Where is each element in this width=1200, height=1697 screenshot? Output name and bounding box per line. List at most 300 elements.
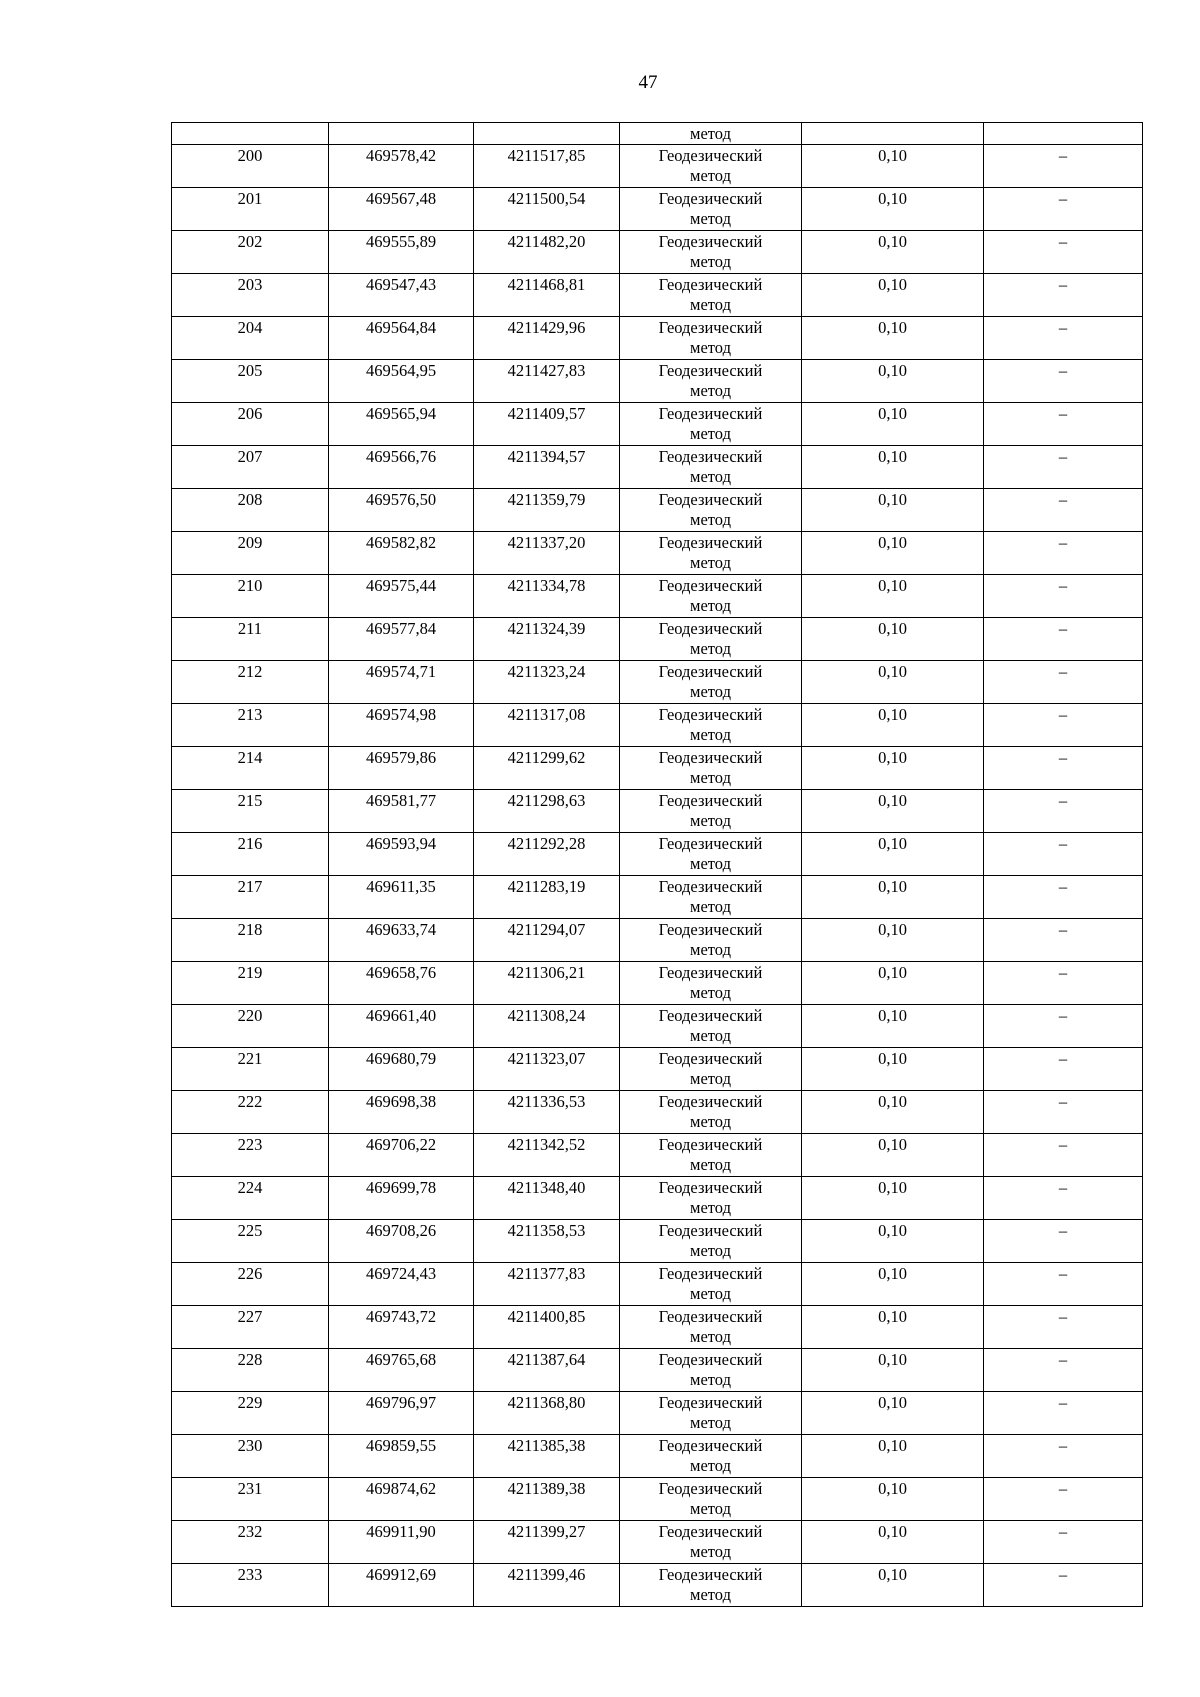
cell-num (172, 188, 329, 231)
cell-accuracy-text: 0,10 (878, 490, 907, 509)
cell-num (172, 1349, 329, 1392)
cell-note-text: – (1058, 275, 1068, 294)
cell-note (984, 1048, 1143, 1091)
method-text: метод (690, 124, 731, 143)
cell-accuracy (802, 1091, 984, 1134)
cell-accuracy-text: 0,10 (878, 318, 907, 337)
cell-y (474, 231, 620, 274)
cell-x-text: 469658,76 (365, 963, 437, 982)
cell-x (329, 317, 474, 360)
cell-accuracy-text: 0,10 (878, 1479, 907, 1498)
cell-accuracy-text: 0,10 (878, 1264, 907, 1283)
cell-accuracy (802, 403, 984, 446)
cell-note (984, 145, 1143, 188)
cell-accuracy (802, 1048, 984, 1091)
cell-x-text: 469575,44 (365, 576, 437, 595)
method-text (620, 360, 801, 401)
cell-note (984, 446, 1143, 489)
method-text (620, 145, 801, 186)
cell-method (620, 919, 802, 962)
method-line-1: Геодезический (658, 662, 763, 681)
table-row (172, 532, 1143, 575)
cell-note-text: – (1058, 1393, 1068, 1412)
cell-accuracy-text: 0,10 (878, 1565, 907, 1584)
cell-num (172, 145, 329, 188)
cell-num-text: 217 (237, 877, 263, 896)
method-line-1: Геодезический (658, 1436, 763, 1455)
method-line-2: метод (690, 639, 731, 658)
cell-y-text: 4211399,46 (507, 1565, 586, 1584)
cell-note (984, 489, 1143, 532)
cell-note (984, 704, 1143, 747)
cell-method (620, 1177, 802, 1220)
table-row (172, 575, 1143, 618)
cell-accuracy (802, 1306, 984, 1349)
table-row (172, 1349, 1143, 1392)
cell-num-text: 202 (237, 232, 263, 251)
cell-accuracy-text: 0,10 (878, 361, 907, 380)
method-line-2: метод (690, 983, 731, 1002)
cell-method (620, 532, 802, 575)
table-row (172, 1005, 1143, 1048)
cell-num-text: 218 (237, 920, 263, 939)
method-line-2: метод (690, 1499, 731, 1518)
cell-num-text: 208 (237, 490, 263, 509)
cell-num-text: 223 (237, 1135, 263, 1154)
method-line-1: Геодезический (658, 963, 763, 982)
cell-num-text: 221 (237, 1049, 263, 1068)
cell-x (329, 1048, 474, 1091)
cell-x (329, 188, 474, 231)
cell-y (474, 1263, 620, 1306)
cell-note-text: – (1058, 404, 1068, 423)
cell-x-text: 469611,35 (366, 877, 436, 896)
cell-method (620, 1263, 802, 1306)
cell-x (329, 123, 474, 145)
cell-accuracy (802, 876, 984, 919)
cell-x-text: 469564,84 (365, 318, 437, 337)
cell-accuracy (802, 532, 984, 575)
method-line-1: Геодезический (658, 404, 763, 423)
method-line-1: Геодезический (658, 275, 763, 294)
method-text (620, 833, 801, 874)
method-text (620, 489, 801, 530)
method-text (620, 790, 801, 831)
cell-num-text: 206 (237, 404, 263, 423)
cell-accuracy-text: 0,10 (878, 662, 907, 681)
cell-x (329, 790, 474, 833)
method-text (620, 618, 801, 659)
cell-x (329, 1392, 474, 1435)
cell-y-text: 4211427,83 (507, 361, 586, 380)
cell-accuracy (802, 962, 984, 1005)
cell-x-text: 469796,97 (365, 1393, 437, 1412)
cell-x (329, 747, 474, 790)
method-line-1: Геодезический (658, 1221, 763, 1240)
cell-note-text: – (1058, 748, 1068, 767)
table-row (172, 747, 1143, 790)
cell-method (620, 1392, 802, 1435)
method-text (620, 446, 801, 487)
cell-x (329, 1564, 474, 1607)
cell-y-text: 4211368,80 (507, 1393, 586, 1412)
cell-method (620, 1048, 802, 1091)
cell-y-text: 4211385,38 (507, 1436, 586, 1455)
cell-y-text: 4211394,57 (507, 447, 586, 466)
cell-note (984, 790, 1143, 833)
cell-accuracy (802, 1521, 984, 1564)
method-line-2: метод (690, 510, 731, 529)
cell-accuracy (802, 1392, 984, 1435)
cell-y (474, 274, 620, 317)
cell-y (474, 1435, 620, 1478)
cell-y-text: 4211317,08 (507, 705, 586, 724)
cell-method (620, 489, 802, 532)
cell-y (474, 360, 620, 403)
cell-num (172, 1263, 329, 1306)
cell-note-text: – (1058, 490, 1068, 509)
cell-num-text: 219 (237, 963, 263, 982)
cell-x-text: 469661,40 (365, 1006, 437, 1025)
cell-x (329, 1521, 474, 1564)
method-line-1: Геодезический (658, 877, 763, 896)
table-row (172, 1177, 1143, 1220)
cell-accuracy (802, 1134, 984, 1177)
cell-x (329, 704, 474, 747)
cell-note-text: – (1058, 1006, 1068, 1025)
cell-note-text: – (1058, 791, 1068, 810)
method-line-1: Геодезический (658, 1522, 763, 1541)
cell-y (474, 1220, 620, 1263)
cell-num-text: 213 (237, 705, 263, 724)
cell-num (172, 489, 329, 532)
table-row (172, 618, 1143, 661)
method-text (620, 1091, 801, 1132)
cell-num (172, 1478, 329, 1521)
method-line-1: Геодезический (658, 748, 763, 767)
cell-y (474, 747, 620, 790)
cell-x (329, 1134, 474, 1177)
cell-note-text: – (1058, 576, 1068, 595)
cell-num (172, 1091, 329, 1134)
cell-accuracy-text: 0,10 (878, 533, 907, 552)
method-line-1: Геодезический (658, 705, 763, 724)
cell-num (172, 123, 329, 145)
cell-y (474, 919, 620, 962)
cell-accuracy (802, 919, 984, 962)
cell-accuracy-text: 0,10 (878, 619, 907, 638)
cell-accuracy (802, 1435, 984, 1478)
cell-note-text: – (1058, 1307, 1068, 1326)
cell-num (172, 1220, 329, 1263)
cell-num-text: 220 (237, 1006, 263, 1025)
cell-num (172, 661, 329, 704)
cell-method (620, 1134, 802, 1177)
cell-x-text: 469567,48 (365, 189, 437, 208)
cell-y (474, 1564, 620, 1607)
method-text (620, 1220, 801, 1261)
cell-note (984, 1306, 1143, 1349)
cell-y-text: 4211337,20 (507, 533, 586, 552)
cell-method (620, 1220, 802, 1263)
cell-y-text: 4211400,85 (507, 1307, 586, 1326)
cell-accuracy-text: 0,10 (878, 1049, 907, 1068)
cell-method (620, 962, 802, 1005)
cell-note (984, 919, 1143, 962)
cell-accuracy (802, 747, 984, 790)
cell-x (329, 919, 474, 962)
method-line-2: метод (690, 1585, 731, 1604)
table-row (172, 1306, 1143, 1349)
cell-note (984, 1220, 1143, 1263)
cell-note-text: – (1058, 1049, 1068, 1068)
cell-x (329, 274, 474, 317)
cell-num (172, 1177, 329, 1220)
cell-num (172, 876, 329, 919)
method-line-1: Геодезический (658, 1479, 763, 1498)
cell-x-text: 469912,69 (365, 1565, 437, 1584)
method-line-2: метод (690, 467, 731, 486)
cell-note (984, 962, 1143, 1005)
cell-num-text: 233 (237, 1565, 263, 1584)
cell-note (984, 532, 1143, 575)
cell-accuracy (802, 317, 984, 360)
table-row (172, 231, 1143, 274)
cell-x-text: 469874,62 (365, 1479, 437, 1498)
cell-note-text: – (1058, 662, 1068, 681)
cell-method (620, 145, 802, 188)
cell-accuracy (802, 231, 984, 274)
method-text (620, 1521, 801, 1562)
cell-note-text: – (1058, 1092, 1068, 1111)
cell-num (172, 317, 329, 360)
cell-y (474, 1177, 620, 1220)
cell-note-text: – (1058, 1135, 1068, 1154)
cell-accuracy-text: 0,10 (878, 189, 907, 208)
cell-method (620, 403, 802, 446)
method-text (620, 575, 801, 616)
cell-num (172, 962, 329, 1005)
method-line-2: метод (690, 768, 731, 787)
cell-x-text: 469706,22 (365, 1135, 437, 1154)
cell-method (620, 123, 802, 145)
cell-note-text: – (1058, 447, 1068, 466)
cell-accuracy-text: 0,10 (878, 1350, 907, 1369)
cell-note-text: – (1058, 834, 1068, 853)
cell-num-text: 203 (237, 275, 263, 294)
cell-x (329, 1263, 474, 1306)
cell-y (474, 618, 620, 661)
cell-num-text: 207 (237, 447, 263, 466)
cell-note (984, 1177, 1143, 1220)
cell-y (474, 489, 620, 532)
cell-num-text: 225 (237, 1221, 263, 1240)
cell-x-text: 469699,78 (365, 1178, 437, 1197)
method-line-1: Геодезический (658, 576, 763, 595)
table-row (172, 1521, 1143, 1564)
method-text (620, 1564, 801, 1605)
method-line-2: метод (690, 1413, 731, 1432)
method-line-2: метод (690, 553, 731, 572)
cell-note-text: – (1058, 1221, 1068, 1240)
cell-note-text: – (1058, 705, 1068, 724)
cell-accuracy (802, 360, 984, 403)
cell-num (172, 1306, 329, 1349)
table-row (172, 188, 1143, 231)
cell-method (620, 231, 802, 274)
coordinates-table (171, 122, 1143, 1607)
method-line-2: метод (690, 897, 731, 916)
cell-note-text: – (1058, 1565, 1068, 1584)
cell-num (172, 575, 329, 618)
cell-num-text: 200 (237, 146, 263, 165)
method-line-1: Геодезический (658, 619, 763, 638)
cell-note (984, 317, 1143, 360)
cell-y (474, 1392, 620, 1435)
method-text (620, 962, 801, 1003)
cell-y (474, 962, 620, 1005)
cell-y (474, 790, 620, 833)
cell-accuracy-text: 0,10 (878, 877, 907, 896)
cell-x (329, 360, 474, 403)
table-row (172, 962, 1143, 1005)
cell-x (329, 1177, 474, 1220)
method-line-1: Геодезический (658, 1092, 763, 1111)
method-line-2: метод (690, 338, 731, 357)
cell-note (984, 1134, 1143, 1177)
cell-x (329, 1091, 474, 1134)
method-line-2: метод (690, 1370, 731, 1389)
cell-method (620, 188, 802, 231)
table-row (172, 489, 1143, 532)
method-line-2: метод (690, 1456, 731, 1475)
cell-y (474, 403, 620, 446)
cell-x (329, 446, 474, 489)
cell-x-text: 469565,94 (365, 404, 437, 423)
cell-accuracy (802, 1220, 984, 1263)
method-line-1: Геодезический (658, 920, 763, 939)
cell-x-text: 469566,76 (365, 447, 437, 466)
cell-num (172, 1392, 329, 1435)
method-line-2: метод (690, 1155, 731, 1174)
table-row (172, 403, 1143, 446)
cell-method (620, 661, 802, 704)
cell-x-text: 469743,72 (365, 1307, 437, 1326)
cell-x (329, 661, 474, 704)
method-line-1: Геодезический (658, 1307, 763, 1326)
cell-method (620, 876, 802, 919)
method-line-2: метод (690, 854, 731, 873)
table-row (172, 1220, 1143, 1263)
table-row (172, 1263, 1143, 1306)
cell-accuracy-text: 0,10 (878, 1221, 907, 1240)
method-line-1: Геодезический (658, 1264, 763, 1283)
cell-note (984, 876, 1143, 919)
cell-y-text: 4211387,64 (507, 1350, 586, 1369)
cell-num-text: 210 (237, 576, 263, 595)
method-text (620, 231, 801, 272)
cell-method (620, 274, 802, 317)
page-number: 47 (638, 72, 658, 93)
cell-num-text: 204 (237, 318, 263, 337)
cell-accuracy (802, 1478, 984, 1521)
cell-num-text: 227 (237, 1307, 263, 1326)
cell-note (984, 618, 1143, 661)
cell-x-text: 469578,42 (365, 146, 437, 165)
method-line-1: Геодезический (658, 1565, 763, 1584)
method-line-1: Геодезический (658, 533, 763, 552)
table-row (172, 1435, 1143, 1478)
method-text (620, 274, 801, 315)
cell-num (172, 1435, 329, 1478)
cell-y (474, 661, 620, 704)
cell-x-text: 469724,43 (365, 1264, 437, 1283)
cell-x (329, 1005, 474, 1048)
cell-accuracy-text: 0,10 (878, 447, 907, 466)
method-text (620, 1134, 801, 1175)
cell-note (984, 1091, 1143, 1134)
cell-note-text: – (1058, 1264, 1068, 1283)
method-text (620, 1263, 801, 1304)
cell-note (984, 1263, 1143, 1306)
cell-x (329, 532, 474, 575)
cell-note (984, 274, 1143, 317)
cell-num-text: 214 (237, 748, 263, 767)
cell-num-text: 224 (237, 1178, 263, 1197)
cell-y-text: 4211298,63 (507, 791, 586, 810)
cell-y-text: 4211500,54 (507, 189, 586, 208)
cell-num-text: 212 (237, 662, 263, 681)
method-line-1: Геодезический (658, 1178, 763, 1197)
cell-note (984, 575, 1143, 618)
cell-note-text: – (1058, 1350, 1068, 1369)
cell-num-text: 228 (237, 1350, 263, 1369)
cell-num (172, 1005, 329, 1048)
cell-y (474, 446, 620, 489)
method-text (620, 188, 801, 229)
cell-num (172, 1521, 329, 1564)
cell-note-text: – (1058, 232, 1068, 251)
cell-note-text: – (1058, 318, 1068, 337)
cell-accuracy (802, 123, 984, 145)
cell-num (172, 704, 329, 747)
cell-note (984, 1435, 1143, 1478)
cell-x-text: 469680,79 (365, 1049, 437, 1068)
method-line-1: Геодезический (658, 1350, 763, 1369)
cell-y-text: 4211358,53 (507, 1221, 586, 1240)
table-row (172, 274, 1143, 317)
cell-x (329, 403, 474, 446)
cell-accuracy-text: 0,10 (878, 146, 907, 165)
cell-y (474, 1521, 620, 1564)
method-line-1: Геодезический (658, 490, 763, 509)
cell-y-text: 4211377,83 (507, 1264, 586, 1283)
cell-note-text: – (1058, 1522, 1068, 1541)
cell-y (474, 145, 620, 188)
cell-note (984, 231, 1143, 274)
cell-method (620, 1564, 802, 1607)
cell-num-text: 211 (237, 619, 263, 638)
cell-num-text: 201 (237, 189, 263, 208)
table-row (172, 876, 1143, 919)
cell-note-text: – (1058, 920, 1068, 939)
method-text (620, 403, 801, 444)
cell-num (172, 403, 329, 446)
method-text (620, 1177, 801, 1218)
cell-x-text: 469577,84 (365, 619, 437, 638)
cell-x-text: 469911,90 (366, 1522, 436, 1541)
method-text (620, 1005, 801, 1046)
